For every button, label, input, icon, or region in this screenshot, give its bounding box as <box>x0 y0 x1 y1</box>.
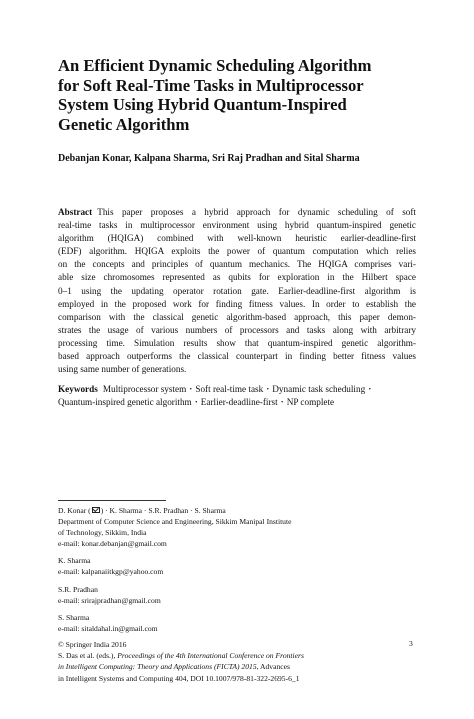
affil-text: D. Konar ( <box>58 506 91 515</box>
citation-line <box>58 661 418 672</box>
abstract-line: algorithm (HQIGA) combined with well-known heuristic earlier-deadline-first <box>58 233 416 244</box>
author-name: S. Sharma <box>58 612 90 622</box>
copyright: © Springer India 2016 <box>58 640 127 649</box>
author-name: S.R. Pradhan <box>58 584 98 594</box>
affil-text: ) · K. Sharma · S.R. Pradhan · S. Sharma <box>100 506 226 515</box>
email-line: e-mail: konar.debanjan@gmail.com <box>58 539 167 549</box>
affiliations <box>58 505 418 634</box>
abstract-line: strates the usage of various numbers of processors and tasks along with arbitrary <box>58 324 416 335</box>
separator-dot: · <box>189 384 193 394</box>
title-line: System Using Hybrid Quantum-Inspired <box>58 95 347 115</box>
abstract-line: (EDF) algorithm. HQIGA exploits the power of quantum computation which relies <box>58 246 416 257</box>
title-line: for Soft Real-Time Tasks in Multiprocessor <box>58 75 364 95</box>
abstract-line: 0–1 using the updating operator rotation gate. Earlier-deadline-first algorithm is <box>58 285 416 296</box>
abstract-line <box>58 206 416 219</box>
author-affil-line <box>58 505 418 516</box>
keyword: Soft real-time task <box>195 384 264 394</box>
keywords <box>58 383 422 409</box>
separator-dot: · <box>266 384 270 394</box>
separator-dot: · <box>368 384 372 394</box>
abstract-line: employed in the proposed work for finding fitness values. In order to establish the <box>58 298 416 309</box>
paper-title <box>58 56 448 134</box>
abstract-line: processing time. Simulation results show that quantum-inspired genetic algorithm- <box>58 337 416 348</box>
abstract-line: real-time tasks in multiprocessor environment using hybrid quantum-inspired genetic <box>58 220 416 231</box>
abstract-text: This paper proposes a hybrid approach for dynamic scheduling of soft <box>97 207 416 217</box>
keywords-line <box>58 396 422 409</box>
department-line: of Technology, Sikkim, India <box>58 528 147 538</box>
abstract-line: based approach outperforms the classical counterpart in finding better fitness values <box>58 351 416 362</box>
title-line: An Efficient Dynamic Scheduling Algorithm <box>58 56 372 75</box>
email-line: e-mail: kalpanaiitkgp@yahoo.com <box>58 567 164 577</box>
citation-proceedings: in Intelligent Computing: Theory and Applications (FICTA) 2015 <box>58 662 257 672</box>
citation-line: in Intelligent Systems and Computing 404, DOI 10.1007/978-81-322-2695-6_1 <box>58 673 300 683</box>
email-line: e-mail: srirajpradhan@gmail.com <box>58 595 161 605</box>
citation-proceedings: Proceedings of the 4th International Conference on Frontiers <box>117 651 304 661</box>
abstract-label: Abstract <box>58 207 93 217</box>
page-number: 3 <box>409 639 413 648</box>
envelope-icon <box>92 507 100 513</box>
keywords-line <box>58 383 422 396</box>
abstract-line: able size chromosomes represented as qubits for exploration in the Hilbert space <box>58 272 416 283</box>
citation-text: , Advances <box>256 662 290 672</box>
keywords-label: Keywords <box>58 384 98 394</box>
abstract-line: using same number of generations. <box>58 364 187 375</box>
keyword: Dynamic task scheduling <box>272 384 366 394</box>
title-line: Genetic Algorithm <box>58 114 190 134</box>
citation-footer <box>58 639 418 684</box>
citation-text: S. Das et al. (eds.), <box>58 651 118 661</box>
department-line: Department of Computer Science and Engineering, Sikkim Manipal Institute <box>58 517 292 527</box>
abstract <box>58 206 416 376</box>
footnote-rule <box>58 500 166 501</box>
abstract-line: comparison with the classical genetic algorithm-based approach, this paper demon- <box>58 311 416 322</box>
keyword: Earlier-deadline-first <box>200 397 278 408</box>
keyword: NP complete <box>286 397 335 408</box>
separator-dot: · <box>194 397 198 408</box>
separator-dot: · <box>280 397 284 408</box>
email-line: e-mail: sitaldahal.in@gmail.com <box>58 623 158 633</box>
author-list: Debanjan Konar, Kalpana Sharma, Sri Raj Pradhan and Sital Sharma <box>58 153 360 164</box>
abstract-line: on the concepts and principles of quantum mechanics. The HQIGA comprises vari- <box>58 259 416 270</box>
author-name: K. Sharma <box>58 556 91 566</box>
citation-line <box>58 650 418 661</box>
keyword: Multiprocessor system <box>102 384 187 394</box>
keyword: Quantum-inspired genetic algorithm <box>58 397 192 408</box>
